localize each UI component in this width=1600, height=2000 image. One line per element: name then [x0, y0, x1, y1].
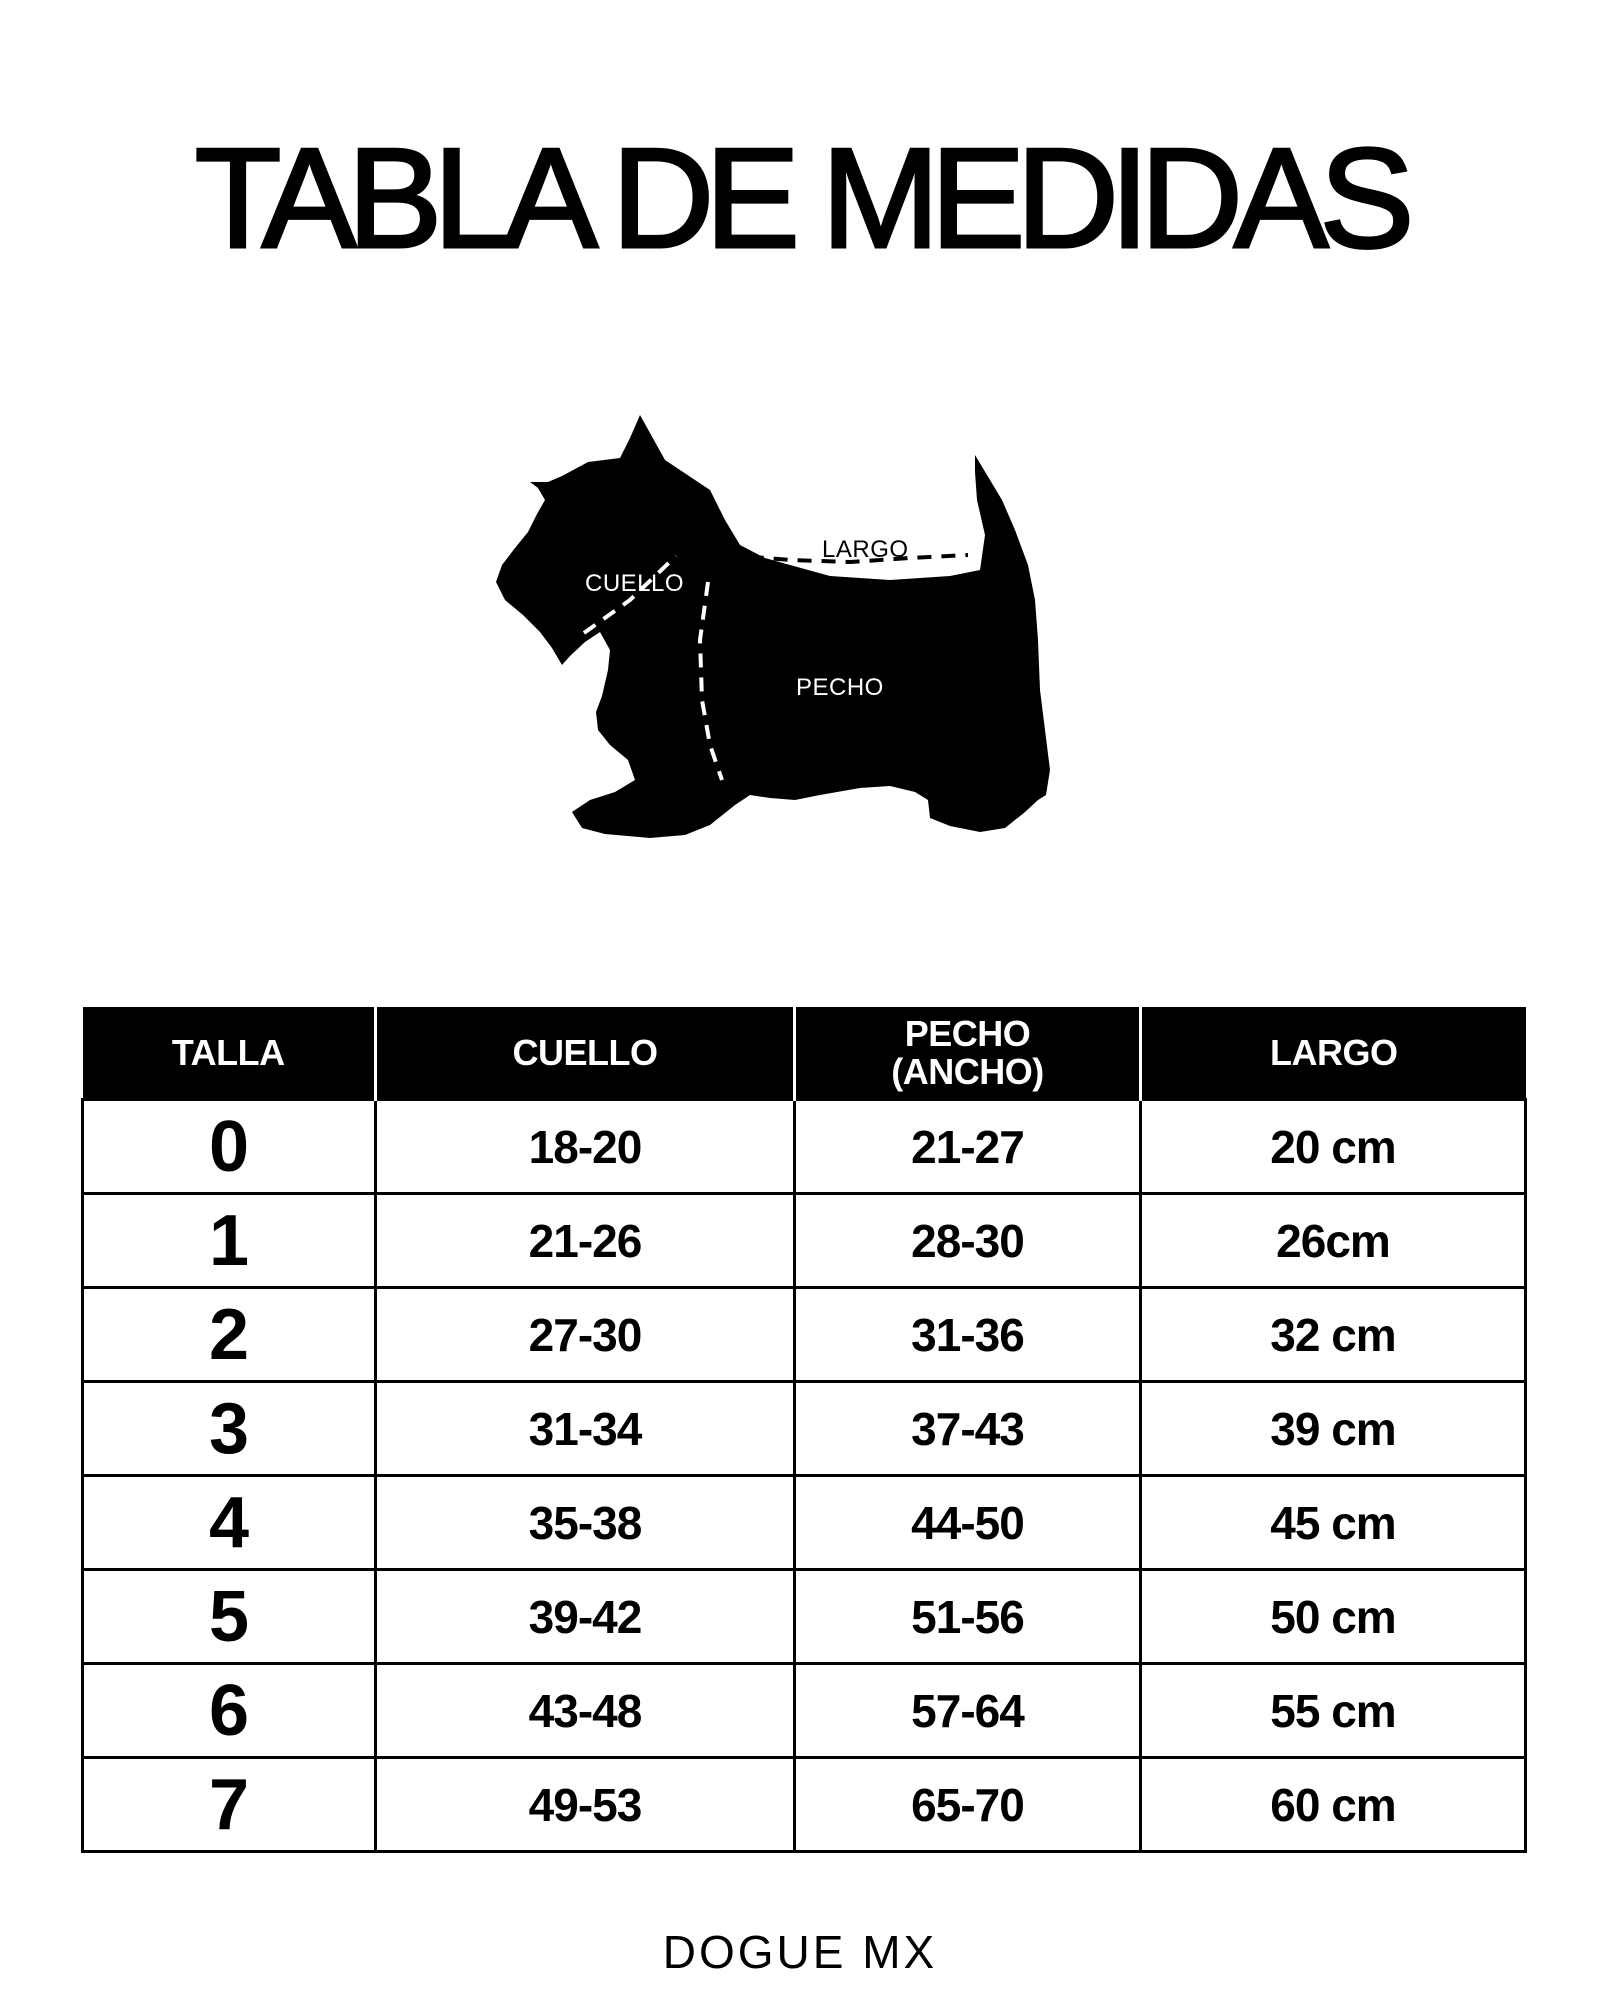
table-row [83, 1288, 1526, 1382]
cell-largo: 60 cm [1141, 1758, 1526, 1852]
table-row [83, 1570, 1526, 1664]
cuello-label: CUELLO [585, 570, 685, 597]
cell-talla: 3 [83, 1382, 376, 1476]
cell-pecho: 37-43 [795, 1382, 1141, 1476]
cell-cuello: 43-48 [376, 1664, 795, 1758]
table-row [83, 1758, 1526, 1852]
page-title: TABLA DE MEDIDAS [194, 119, 1406, 278]
size-table [81, 1007, 1527, 1853]
cell-cuello: 21-26 [376, 1194, 795, 1288]
cell-largo: 45 cm [1141, 1476, 1526, 1570]
cell-largo: 32 cm [1141, 1288, 1526, 1382]
cell-cuello: 31-34 [376, 1382, 795, 1476]
table-row [83, 1100, 1526, 1194]
pecho-label: PECHO [796, 674, 884, 701]
largo-label: LARGO [822, 536, 909, 563]
cell-pecho: 28-30 [795, 1194, 1141, 1288]
cell-largo: 55 cm [1141, 1664, 1526, 1758]
cell-pecho: 21-27 [795, 1100, 1141, 1194]
cell-cuello: 39-42 [376, 1570, 795, 1664]
cell-pecho: 44-50 [795, 1476, 1141, 1570]
cell-pecho: 31-36 [795, 1288, 1141, 1382]
cell-pecho: 65-70 [795, 1758, 1141, 1852]
cell-pecho: 51-56 [795, 1570, 1141, 1664]
cell-talla: 2 [83, 1288, 376, 1382]
cell-talla: 0 [83, 1100, 376, 1194]
cell-largo: 39 cm [1141, 1382, 1526, 1476]
cell-largo: 50 cm [1141, 1570, 1526, 1664]
table-row [83, 1194, 1526, 1288]
brand-name: DOGUE MX [662, 1926, 938, 1978]
cell-talla: 6 [83, 1664, 376, 1758]
table-row [83, 1382, 1526, 1476]
table-row [83, 1664, 1526, 1758]
cell-pecho: 57-64 [795, 1664, 1141, 1758]
header-pecho: PECHO (ANCHO) [795, 1007, 1141, 1100]
cell-cuello: 18-20 [376, 1100, 795, 1194]
cell-largo: 20 cm [1141, 1100, 1526, 1194]
table-row [83, 1476, 1526, 1570]
dog-measurement-figure [490, 400, 1080, 880]
cell-talla: 7 [83, 1758, 376, 1852]
header-largo: LARGO [1141, 1007, 1526, 1100]
header-talla: TALLA [83, 1007, 376, 1100]
header-cuello: CUELLO [376, 1007, 795, 1100]
cell-cuello: 49-53 [376, 1758, 795, 1852]
cell-cuello: 35-38 [376, 1476, 795, 1570]
cell-cuello: 27-30 [376, 1288, 795, 1382]
scottish-terrier-icon [490, 400, 1080, 880]
cell-talla: 4 [83, 1476, 376, 1570]
table-header-row [83, 1007, 1526, 1100]
cell-talla: 1 [83, 1194, 376, 1288]
cell-talla: 5 [83, 1570, 376, 1664]
cell-largo: 26cm [1141, 1194, 1526, 1288]
